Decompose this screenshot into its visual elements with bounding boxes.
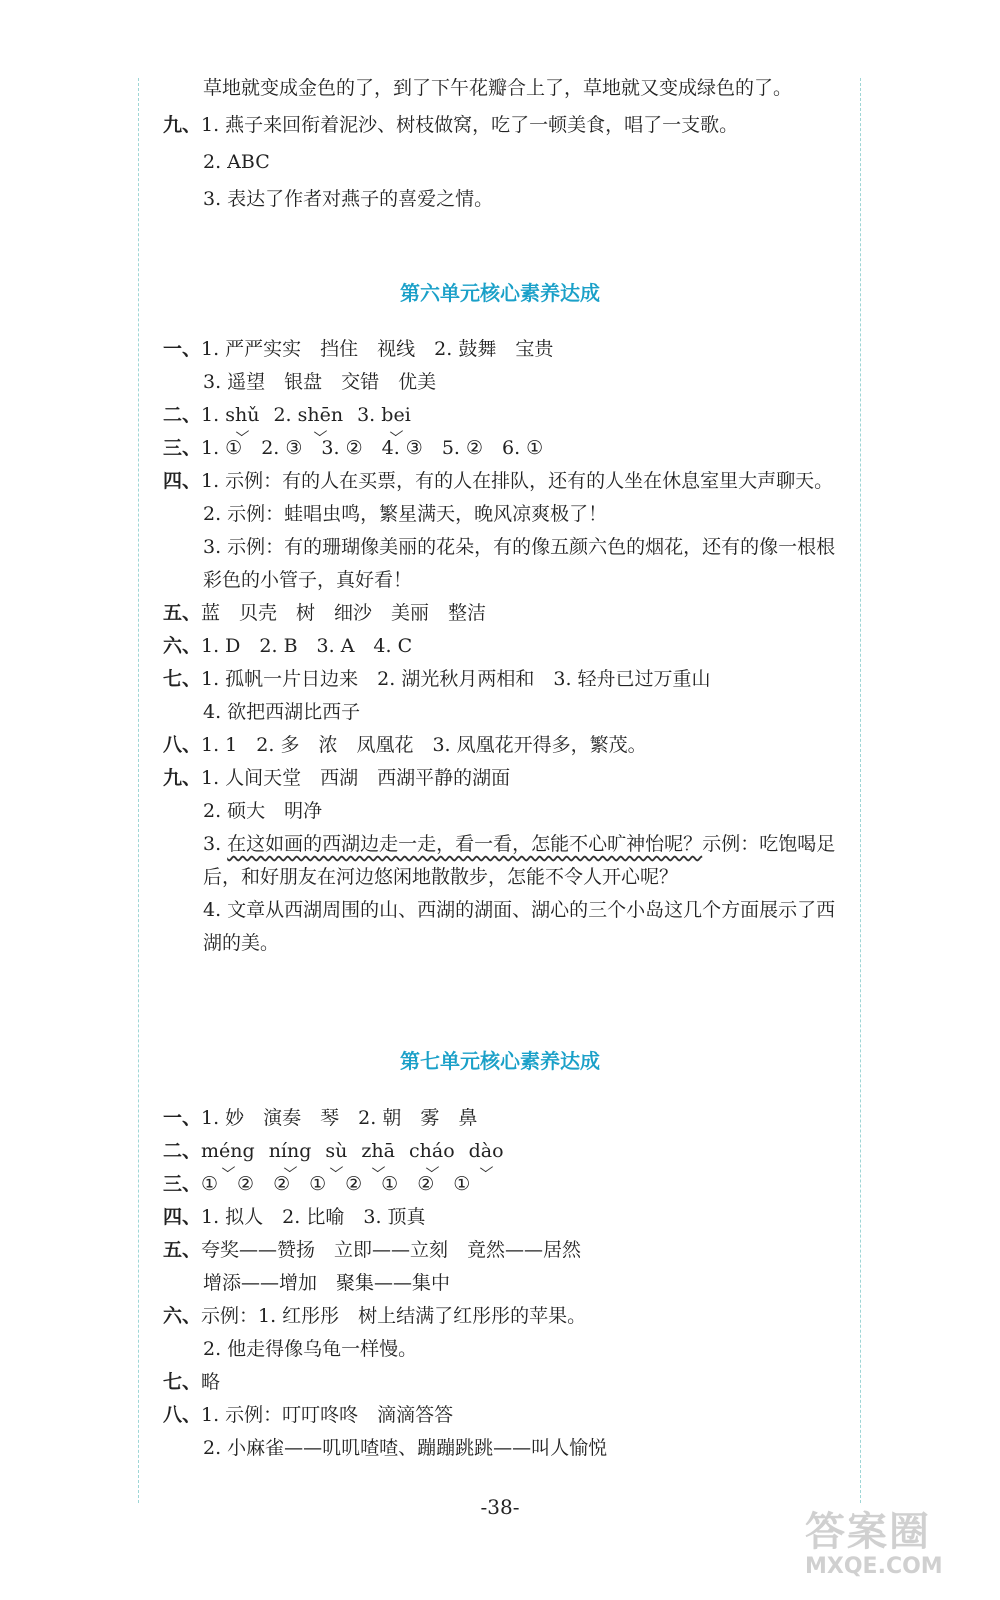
answer-line [163,1399,843,1432]
unit6-heading: 第六单元核心素养达成 [400,281,600,305]
answer-text: 1. 示例：有的人在买票，有的人在排队，还有的人坐在休息室里大声聊天。 [201,470,834,492]
answer-line: 4. 欲把西湖比西子 [203,701,361,723]
question-label: 五、 [163,1239,202,1261]
answer-line [163,597,843,630]
answer-line [163,663,843,696]
answer-line [163,630,843,663]
answer-text: 示例：吃饱喝足后，和好朋友在河边悠闲地散散步，怎能不令人开心呢？ [203,833,836,888]
answer-line: 3. 表达了作者对燕子的喜爱之情。 [203,188,494,210]
pinyin-item: shǔ [225,399,259,432]
answer-text: 1. 严严实实 挡住 视线 2. 鼓舞 宝贵 [201,338,554,360]
question-label: 四、 [163,1206,202,1228]
answer-text: 1. D 2. B 3. A 4. C [201,635,413,657]
watermark-logo [805,1510,985,1590]
answer-line [163,399,843,432]
pinyin-item: zhā [361,1135,395,1168]
answer-line: 4. 文章从西湖周围的山、西湖的湖面、湖心的三个小岛这几个方面展示了西湖的美。 [203,899,836,954]
pinyin-item: méng [201,1135,255,1168]
answer-line [163,333,843,366]
answer-line [163,1135,843,1168]
answer-text: 示例：1. 红彤彤 树上结满了红彤彤的苹果。 [201,1305,587,1327]
answer-text: 1. 人间天堂 西湖 西湖平静的湖面 [201,767,511,789]
answer-line: 3. 示例：有的珊瑚像美丽的花朵，有的像五颜六色的烟花，还有的像一根根彩色的小管子，真好看！ [203,536,836,591]
question-label: 一、 [163,338,202,360]
answer-text: 蓝 贝壳 树 细沙 美丽 整洁 [201,602,487,624]
answer-line: 2. ABC [203,151,270,173]
pinyin-item: shēn [298,399,343,432]
question-label: 九、 [163,767,202,789]
question-label: 八、 [163,734,202,756]
answer-text: 1. 示例：叮叮咚咚 滴滴答答 [201,1404,454,1426]
pinyin-item: dào [469,1135,504,1168]
question-label: 三、 [163,1173,202,1195]
answer-line [163,1234,843,1267]
unit7-section [163,1102,843,1465]
answer-line [163,828,843,894]
answer-line [163,109,843,142]
answer-text: 3. [203,833,228,855]
pinyin-item: cháo [409,1135,455,1168]
question-label: 四、 [163,470,202,492]
answer-text: 1. 孤帆一片日边来 2. 湖光秋月两相和 3. 轻舟已过万重山 [201,668,711,690]
question-label: 六、 [163,1305,202,1327]
question-label: 一、 [163,1107,202,1129]
answer-text: 1. ① 2. ③ 3. ② 4. ③ 5. ② 6. ① [201,437,544,459]
answer-line [163,1366,843,1399]
answer-text: 夸奖——赞扬 立即——立刻 竟然——居然 [201,1239,582,1261]
question-label: 五、 [163,602,202,624]
pinyin-item: bei [381,399,410,432]
answer-line [163,465,843,498]
answer-line [163,1168,843,1201]
answer-text: 2. [273,404,292,426]
answer-line [163,1102,843,1135]
top-section [163,72,843,216]
pinyin-item: sù [325,1135,347,1168]
answer-line [163,432,843,465]
answer-text: 略 [201,1371,221,1393]
unit7-heading: 第七单元核心素养达成 [400,1049,600,1073]
answer-text: ① ② ② ① ② ① ② ① [201,1173,471,1195]
answer-line: 草地就变成金色的了，到了下午花瓣合上了，草地就又变成绿色的了。 [203,77,793,99]
answer-text: 1. [201,404,220,426]
answer-line [163,729,843,762]
answer-line: 2. 小麻雀——叽叽喳喳、蹦蹦跳跳——叫人愉悦 [203,1437,608,1459]
watermark-text: 答案圈 [805,1509,931,1555]
wavy-underlined-text: 在这如画的西湖边走一走，看一看，怎能不心旷神怡呢？ [227,833,703,855]
answer-line [163,1201,843,1234]
answer-text: 1. 妙 演奏 琴 2. 朝 雾 鼻 [201,1107,478,1129]
question-label: 二、 [163,1140,202,1162]
answer-text: 3. [357,404,376,426]
answer-line [163,1300,843,1333]
question-label: 六、 [163,635,202,657]
answer-line: 2. 示例：蛙唱虫鸣，繁星满天，晚风凉爽极了！ [203,503,608,525]
watermark-url: MXQE.COM [805,1554,943,1579]
answer-text: 1. 燕子来回衔着泥沙、树枝做窝，吃了一顿美食，唱了一支歌。 [201,114,739,136]
unit6-section [163,333,843,960]
answer-line: 增添——增加 聚集——集中 [203,1272,451,1294]
pinyin-item: níng [269,1135,312,1168]
question-label: 九、 [163,114,202,136]
answer-line [163,762,843,795]
question-label: 七、 [163,668,202,690]
answer-line: 3. 遥望 银盘 交错 优美 [203,371,437,393]
question-label: 八、 [163,1404,202,1426]
answer-text: 1. 1 2. 多 浓 凤凰花 3. 凤凰花开得多，繁茂。 [201,734,647,756]
answer-text: 1. 拟人 2. 比喻 3. 顶真 [201,1206,426,1228]
question-label: 三、 [163,437,202,459]
answer-line: 2. 他走得像乌龟一样慢。 [203,1338,418,1360]
answer-line: 2. 硕大 明净 [203,800,323,822]
question-label: 二、 [163,404,202,426]
page-number: -38- [480,1495,520,1519]
question-label: 七、 [163,1371,202,1393]
